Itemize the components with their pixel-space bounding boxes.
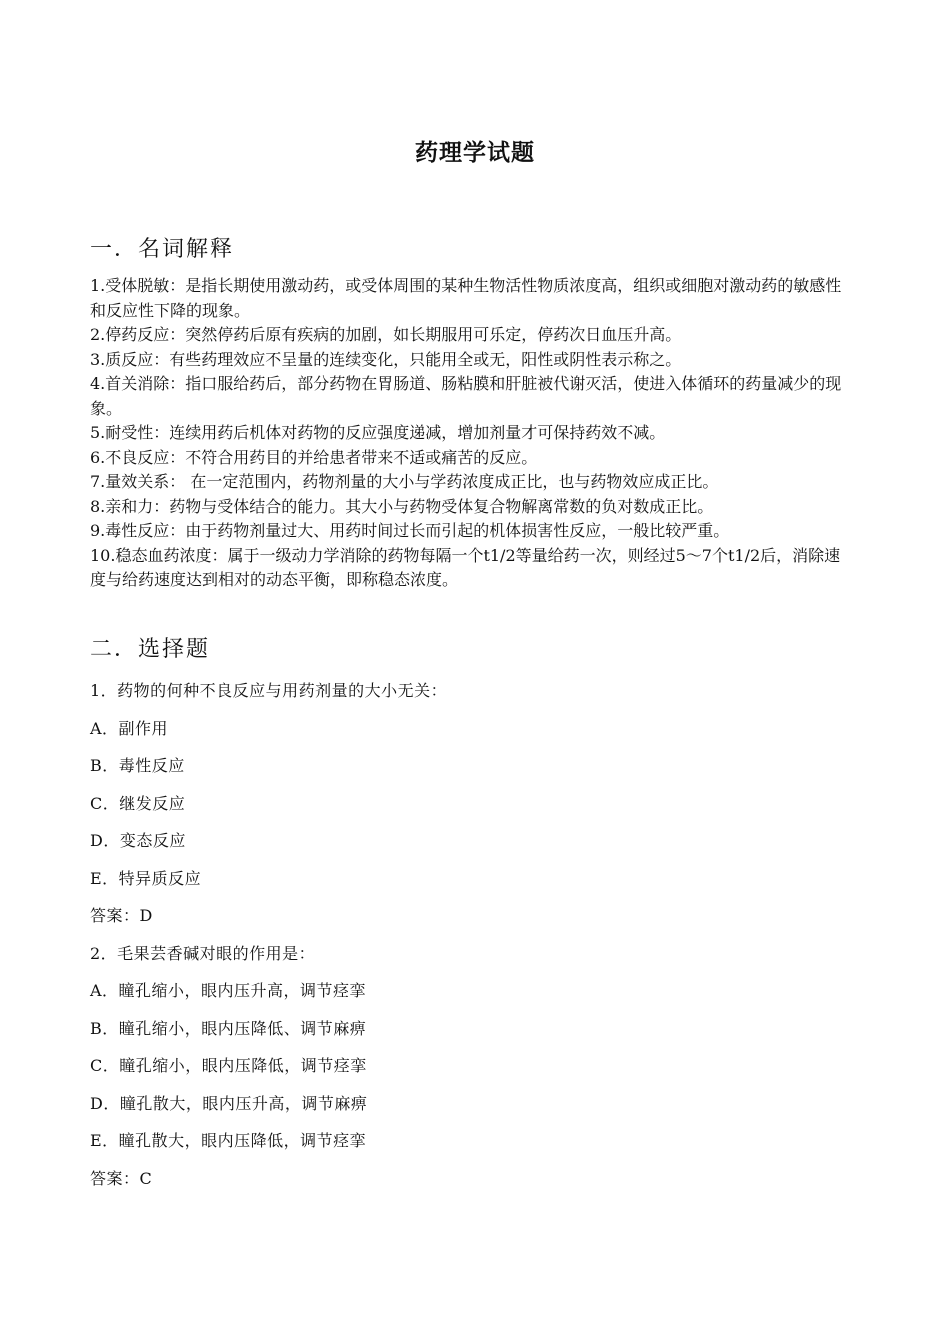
question-option: D．瞳孔散大，眼内压升高，调节麻痹 [90,1093,368,1113]
definition-item: 6.不良反应：不符合用药目的并给患者带来不适或痛苦的反应。 [90,447,538,467]
question-option: B．瞳孔缩小，眼内压降低、调节麻痹 [90,1018,367,1038]
question-option: C．继发反应 [90,793,186,813]
definition-item: 2.停药反应：突然停药后原有疾病的加剧，如长期服用可乐定，停药次日血压升高。 [90,325,682,344]
section-heading-choice: 二．选择题 [90,637,211,662]
definition-item: 3.质反应：有些药理效应不呈量的连续变化，只能用全或无，阳性或阴性表示称之。 [90,349,682,369]
question-option: D．变态反应 [90,831,186,850]
question-stem: 2．毛果芸香碱对眼的作用是： [90,943,316,963]
definition-item: 4.首关消除：指口服给药后，部分药物在胃肠道、肠粘膜和肝脏被代谢灭活，使进入体循环的药量减少的现象。 [90,374,842,418]
section-heading-definitions: 一．名词解释 [90,237,235,262]
question-option: C．瞳孔缩小，眼内压降低，调节痉挛 [90,1056,367,1075]
definition-item: 10.稳态血药浓度：属于一级动力学消除的药物每隔一个t1/2等量给药一次，则经过5～7个t1/2后，消除速度与给药速度达到相对的动态平衡，即称稳态浓度。 [90,545,841,589]
definition-item: 8.亲和力：药物与受体结合的能力。其大小与药物受体复合物解离常数的负对数成正比。 [90,496,714,516]
document-title: 药理学试题 [415,140,535,166]
question-answer: 答案：D [90,906,153,925]
question-option: E．特异质反应 [90,868,202,888]
definition-item: 9.毒性反应：由于药物剂量过大、用药时间过长而引起的机体损害性反应，一般比较严重。 [90,521,730,540]
question-option: A．瞳孔缩小，眼内压升高，调节痉挛 [90,981,367,1000]
definitions-list [90,274,842,593]
definition-item: 5.耐受性：连续用药后机体对药物的反应强度递减，增加剂量才可保持药效不减。 [90,423,666,442]
question-answer: 答案：C [90,1168,153,1188]
question-option: E．瞳孔散大，眼内压降低，调节痉挛 [90,1131,367,1150]
question-stem: 1．药物的何种不良反应与用药剂量的大小无关： [90,681,448,700]
definition-item: 1.受体脱敏：是指长期使用激动药，或受体周围的某种生物活性物质浓度高，组织或细胞对激动药的敏感性和反应性下降的现象。 [90,276,842,320]
question-option: A．副作用 [90,718,169,738]
questions-list [90,672,842,1197]
definition-item: 7.量效关系： 在一定范围内，药物剂量的大小与学药浓度成正比，也与药物效应成正比。 [90,472,719,491]
question-option: B．毒性反应 [90,756,185,775]
